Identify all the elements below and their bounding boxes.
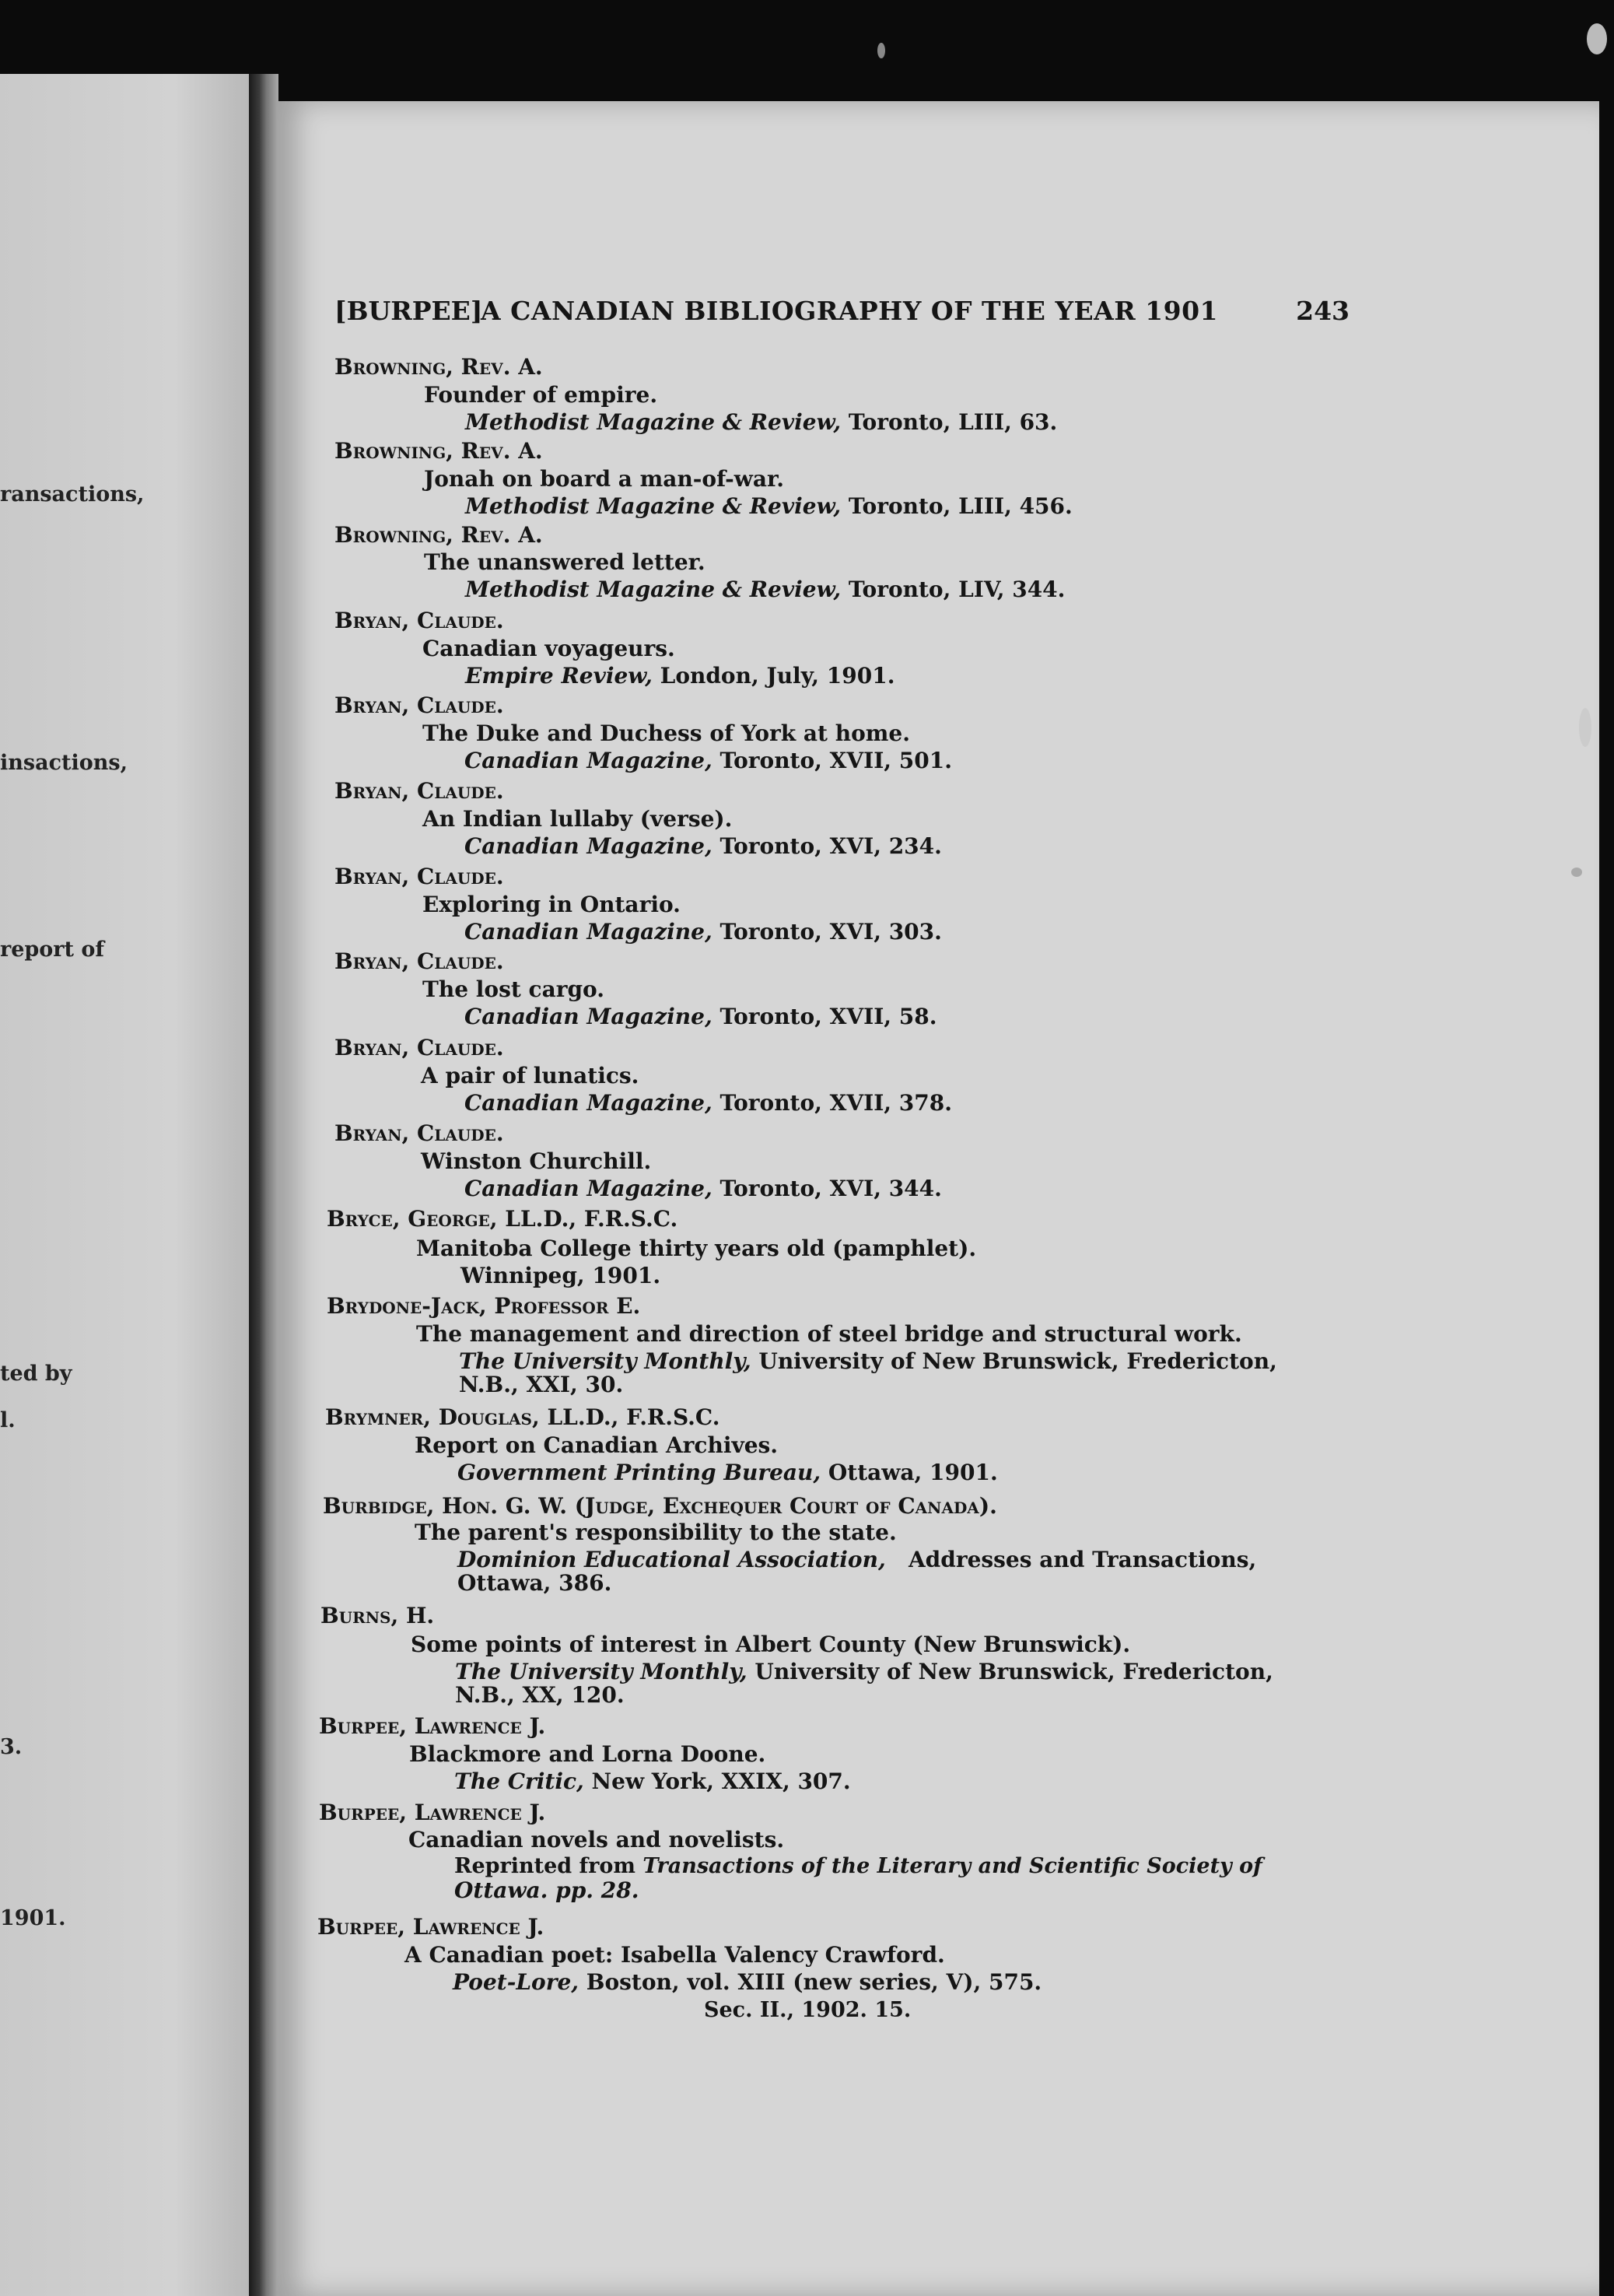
- entry-author: Burpee, Lawrence J.: [319, 1713, 546, 1739]
- entry-title: The management and direction of steel bridge and structural work.: [416, 1321, 1242, 1347]
- entry-details: Winnipeg, 1901.: [460, 1263, 661, 1288]
- entry-author: Burpee, Lawrence J.: [319, 1800, 546, 1825]
- entry-publication: Canadian Magazine,: [464, 833, 712, 859]
- entry-details: Toronto, LIII, 63.: [848, 409, 1058, 435]
- entry-author: Bryan, Claude.: [334, 1120, 504, 1146]
- entry-details: Toronto, LIII, 456.: [848, 493, 1073, 519]
- header-tag: [BURPEE]: [334, 296, 483, 326]
- entry-source: [464, 1176, 942, 1201]
- entry-title: Some points of interest in Albert County (New Brunswick).: [411, 1632, 1131, 1657]
- entry-details: University of New Brunswick, Fredericton,: [758, 1348, 1277, 1374]
- entry-author: Brydone-Jack, Professor E.: [327, 1293, 641, 1319]
- entry-source: [464, 748, 952, 773]
- entry-source: [453, 1969, 1042, 1995]
- entry-title: Exploring in Ontario.: [422, 892, 681, 917]
- entry-details-continued: Ottawa, 386.: [457, 1570, 612, 1596]
- entry-source: [460, 1263, 660, 1288]
- entry-title: Winston Churchill.: [421, 1148, 652, 1174]
- entry-details: Toronto, XVI, 303.: [719, 919, 942, 945]
- entry-details-continued: N.B., XX, 120.: [455, 1682, 625, 1708]
- entry-publication: Dominion Educational Association,: [457, 1547, 886, 1572]
- entry-title: Blackmore and Lorna Doone.: [409, 1741, 766, 1767]
- left-fragment: ransactions,: [0, 482, 145, 507]
- entry-source: [465, 409, 1057, 435]
- entry-author: Browning, Rev. A.: [334, 522, 543, 548]
- entry-details-continued: N.B., XXI, 30.: [459, 1372, 624, 1397]
- entry-source: [455, 1659, 1273, 1684]
- entry-title: Manitoba College thirty years old (pamphlet).: [416, 1236, 977, 1261]
- entry-author: Burpee, Lawrence J.: [317, 1914, 544, 1940]
- entry-publication: Government Printing Bureau,: [457, 1460, 821, 1485]
- entry-author: Burbidge, Hon. G. W. (Judge, Exchequer Court of Canada).: [323, 1493, 997, 1519]
- scan-speck: [1587, 23, 1607, 54]
- entry-publication: The University Monthly,: [455, 1659, 747, 1684]
- entry-author: Browning, Rev. A.: [334, 438, 543, 464]
- entry-details: University of New Brunswick, Fredericton,: [754, 1659, 1273, 1684]
- entry-author: Bryce, George, LL.D., F.R.S.C.: [327, 1206, 678, 1232]
- left-fragment: l.: [0, 1408, 16, 1432]
- scan-speck: [877, 43, 885, 58]
- entry-author: Bryan, Claude.: [334, 864, 504, 889]
- facing-page: [0, 74, 249, 2296]
- entry-publication: Canadian Magazine,: [464, 919, 712, 945]
- entry-title: The parent's responsibility to the state.: [415, 1520, 897, 1545]
- entry-title: An Indian lullaby (verse).: [422, 806, 733, 832]
- entry-author: Bryan, Claude.: [334, 778, 504, 804]
- entry-title: Report on Canadian Archives.: [415, 1432, 779, 1458]
- entry-title: A pair of lunatics.: [421, 1063, 639, 1088]
- entry-author: Browning, Rev. A.: [334, 354, 543, 380]
- entry-source: [454, 1768, 851, 1794]
- entry-source: [464, 833, 942, 859]
- entry-publication: Canadian Magazine,: [464, 1176, 712, 1201]
- left-fragment: 3.: [0, 1735, 23, 1759]
- page-number: 243: [1296, 296, 1350, 326]
- entry-title: Canadian novels and novelists.: [408, 1827, 785, 1853]
- header-title: A CANADIAN BIBLIOGRAPHY OF THE YEAR 1901: [481, 296, 1219, 326]
- scan-speck: [1579, 708, 1591, 747]
- entry-title: A Canadian poet: Isabella Valency Crawford.: [404, 1942, 945, 1968]
- entry-details: Toronto, XVI, 234.: [719, 833, 942, 859]
- entry-source: [464, 919, 942, 945]
- entry-author: Bryan, Claude.: [334, 948, 504, 974]
- entry-publication: Methodist Magazine & Review,: [465, 493, 842, 519]
- entry-title: Canadian voyageurs.: [422, 636, 675, 661]
- entry-author: Brymner, Douglas, LL.D., F.R.S.C.: [325, 1404, 720, 1430]
- entry-author: Bryan, Claude.: [334, 608, 504, 633]
- entry-publication: Methodist Magazine & Review,: [465, 409, 842, 435]
- left-fragment: insactions,: [0, 751, 128, 775]
- entry-details-text: Ottawa. pp. 28.: [454, 1877, 639, 1903]
- entry-source: [457, 1547, 1256, 1572]
- entry-source: [464, 1004, 937, 1029]
- entry-details: Addresses and Transactions,: [908, 1547, 1257, 1572]
- entry-title: Jonah on board a man-of-war.: [424, 466, 784, 492]
- left-fragment: 1901.: [0, 1906, 66, 1930]
- entry-title: The unanswered letter.: [424, 549, 705, 575]
- entry-publication: Canadian Magazine,: [464, 1004, 712, 1029]
- entry-publication: The University Monthly,: [459, 1348, 751, 1374]
- entry-publication: Poet-Lore,: [453, 1969, 579, 1995]
- entry-details: Toronto, XVII, 58.: [719, 1004, 937, 1029]
- entry-publication: Methodist Magazine & Review,: [465, 577, 842, 602]
- entry-publication: Empire Review,: [465, 663, 653, 689]
- entry-author: Bryan, Claude.: [334, 692, 504, 718]
- entry-source: [457, 1460, 998, 1485]
- entry-details: Toronto, LIV, 344.: [848, 577, 1066, 602]
- left-fragment: report of: [0, 938, 105, 962]
- signature-mark: Sec. II., 1902. 15.: [704, 1998, 912, 2022]
- entry-source: [465, 577, 1065, 602]
- entry-details-continued: [454, 1877, 639, 1903]
- left-fragment: ted by: [0, 1362, 72, 1386]
- entry-source: [459, 1348, 1277, 1374]
- entry-details: Toronto, XVI, 344.: [719, 1176, 942, 1201]
- entry-details: Ottawa, 1901.: [828, 1460, 998, 1485]
- entry-author: Bryan, Claude.: [334, 1035, 504, 1060]
- entry-publication: Canadian Magazine,: [464, 1090, 712, 1116]
- book-spine: [249, 74, 278, 2296]
- entry-source: [464, 1090, 952, 1116]
- entry-source: [454, 1854, 1262, 1878]
- entry-title: The lost cargo.: [422, 976, 604, 1002]
- entry-details: Transactions of the Literary and Scientific Society of: [642, 1854, 1262, 1878]
- entry-source: [465, 663, 895, 689]
- entry-details: London, July, 1901.: [660, 663, 895, 689]
- entry-details: Boston, vol. XIII (new series, V), 575.: [586, 1969, 1042, 1995]
- scan-speck: [1571, 868, 1582, 877]
- entry-details: Toronto, XVII, 378.: [719, 1090, 952, 1116]
- entry-publication: The Critic,: [454, 1768, 584, 1794]
- entry-source: [465, 493, 1073, 519]
- entry-publication: Reprinted from: [454, 1854, 635, 1878]
- entry-details: Toronto, XVII, 501.: [719, 748, 952, 773]
- entry-title: The Duke and Duchess of York at home.: [422, 720, 910, 746]
- entry-publication: Canadian Magazine,: [464, 748, 712, 773]
- entry-details: New York, XXIX, 307.: [591, 1768, 851, 1794]
- entry-author: Burns, H.: [320, 1603, 435, 1628]
- entry-title: Founder of empire.: [424, 382, 658, 408]
